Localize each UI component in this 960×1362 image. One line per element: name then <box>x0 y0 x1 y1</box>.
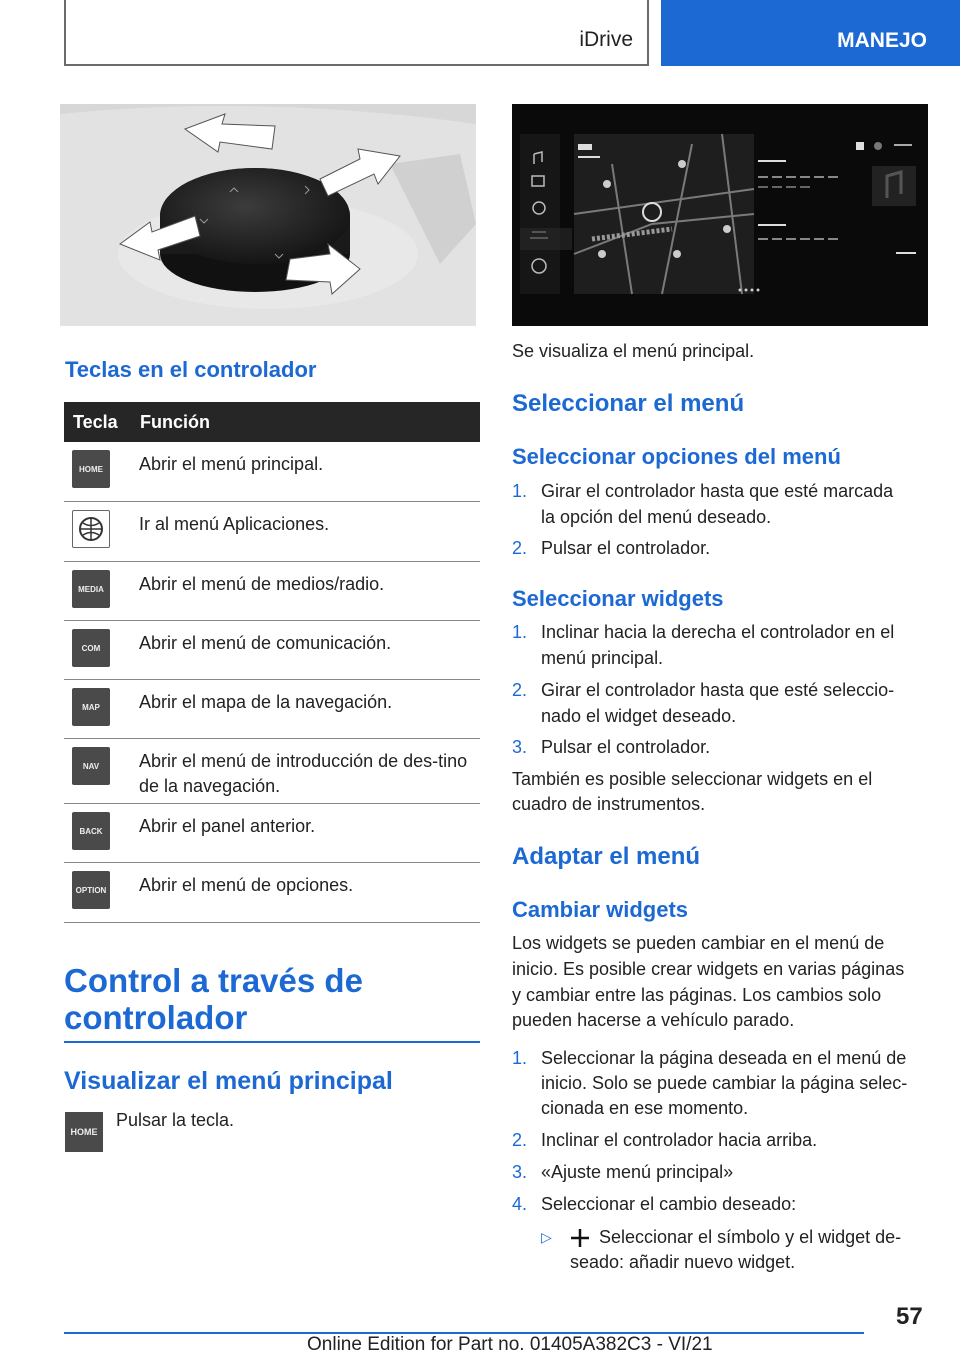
option-key-icon: OPTION <box>72 871 110 909</box>
header-chapter: iDrive <box>579 28 633 51</box>
step-text: menú principal. <box>541 648 664 668</box>
main-menu-screen-illustration <box>512 104 928 326</box>
step-number: 4. <box>512 1194 528 1214</box>
step-number: 1. <box>512 481 528 501</box>
header-section: MANEJO <box>837 29 927 52</box>
step-text: Seleccionar el cambio deseado: <box>541 1194 797 1214</box>
step-number: 2. <box>512 538 528 558</box>
step-number: 1. <box>512 1048 528 1068</box>
header-section-tab <box>661 0 960 66</box>
step-text: cionada en ese momento. <box>541 1098 749 1118</box>
nav-key-icon: NAV <box>72 747 110 785</box>
paragraph-text: Los widgets se pueden cambiar en el menú de <box>512 933 885 953</box>
step-number: 3. <box>512 1162 528 1182</box>
table-row-text: Abrir el menú de opciones. <box>139 875 354 895</box>
home-key-icon: HOME <box>72 450 110 488</box>
step-text: Girar el controlador hasta que esté seleccio- <box>541 680 895 700</box>
table-row <box>64 442 480 502</box>
pulsar-text: Pulsar la tecla. <box>116 1110 235 1130</box>
step-number: 2. <box>512 680 528 700</box>
table-row <box>64 562 480 621</box>
bullet-text: Seleccionar el símbolo y el widget de- <box>599 1227 902 1247</box>
step-text: Pulsar el controlador. <box>541 538 711 558</box>
subtitle-visualizar: Visualizar el menú principal <box>64 1067 393 1095</box>
step-text: «Ajuste menú principal» <box>541 1162 734 1182</box>
table-header-key: Tecla <box>73 412 118 432</box>
section-title-teclas: Teclas en el controlador <box>65 357 317 382</box>
paragraph-text: También es posible seleccionar widgets en el <box>512 769 873 789</box>
step-text: Girar el controlador hasta que esté marcada <box>541 481 894 501</box>
table-row-text: Abrir el menú principal. <box>139 454 324 474</box>
table-header <box>64 402 480 442</box>
step-number: 3. <box>512 737 528 757</box>
heading-cambiar-widgets: Cambiar widgets <box>512 897 689 922</box>
step-text: Seleccionar la página deseada en el menú de <box>541 1048 907 1068</box>
screen-caption: Se visualiza el menú principal. <box>512 341 755 361</box>
step-number: 1. <box>512 622 528 642</box>
back-key-icon: BACK <box>72 812 110 850</box>
table-row-text: Ir al menú Aplicaciones. <box>139 514 330 534</box>
table-row-text: Abrir el panel anterior. <box>139 816 316 836</box>
table-row <box>64 739 480 804</box>
step-text: inicio. Solo se puede cambiar la página selec- <box>541 1073 908 1093</box>
step-text: la opción del menú deseado. <box>541 507 772 527</box>
table-row-text: Abrir el mapa de la navegación. <box>139 692 393 712</box>
paragraph-text: pueden hacerse a vehículo parado. <box>512 1010 795 1030</box>
table-row-text: Abrir el menú de introducción de des-tino de la navegación. <box>139 751 468 796</box>
table-row-text: Abrir el menú de medios/radio. <box>139 574 385 594</box>
home-key-icon: HOME <box>65 1112 103 1152</box>
apps-globe-key-icon <box>72 510 110 548</box>
com-key-icon: COM <box>72 629 110 667</box>
paragraph-text: cuadro de instrumentos. <box>512 794 706 814</box>
table-row <box>64 502 480 562</box>
table-header-function: Función <box>140 412 210 432</box>
chapter-title-control: Control a través de controlador <box>64 962 363 1036</box>
table-row <box>64 863 480 923</box>
heading-adaptar: Adaptar el menú <box>512 843 701 870</box>
footer-edition: Online Edition for Part no. 01405A382C3 - VI/21 <box>307 1334 713 1355</box>
table-row <box>64 621 480 680</box>
title-rule <box>64 1041 480 1043</box>
paragraph-text: inicio. Es posible crear widgets en varias páginas <box>512 959 905 979</box>
step-text: nado el widget deseado. <box>541 706 737 726</box>
bullet-triangle-icon: ▷ <box>541 1229 552 1245</box>
table-row <box>64 680 480 739</box>
keys-table <box>64 402 480 923</box>
table-row-text: Abrir el menú de comunicación. <box>139 633 392 653</box>
heading-seleccionar-opciones: Seleccionar opciones del menú <box>512 444 841 469</box>
step-text: Inclinar el controlador hacia arriba. <box>541 1130 818 1150</box>
step-number: 2. <box>512 1130 528 1150</box>
step-text: Pulsar el controlador. <box>541 737 711 757</box>
bullet-text: seado: añadir nuevo widget. <box>570 1252 796 1272</box>
step-text: Inclinar hacia la derecha el controlador en el <box>541 622 895 642</box>
paragraph-text: y cambiar entre las páginas. Los cambios solo <box>512 985 882 1005</box>
heading-seleccionar-menu: Seleccionar el menú <box>512 390 745 417</box>
map-key-icon: MAP <box>72 688 110 726</box>
heading-seleccionar-widgets: Seleccionar widgets <box>512 586 724 611</box>
media-key-icon: MEDIA <box>72 570 110 608</box>
page-number: 57 <box>896 1303 923 1330</box>
controller-illustration <box>60 104 476 326</box>
header-chapter-box <box>64 0 649 66</box>
table-row <box>64 804 480 863</box>
